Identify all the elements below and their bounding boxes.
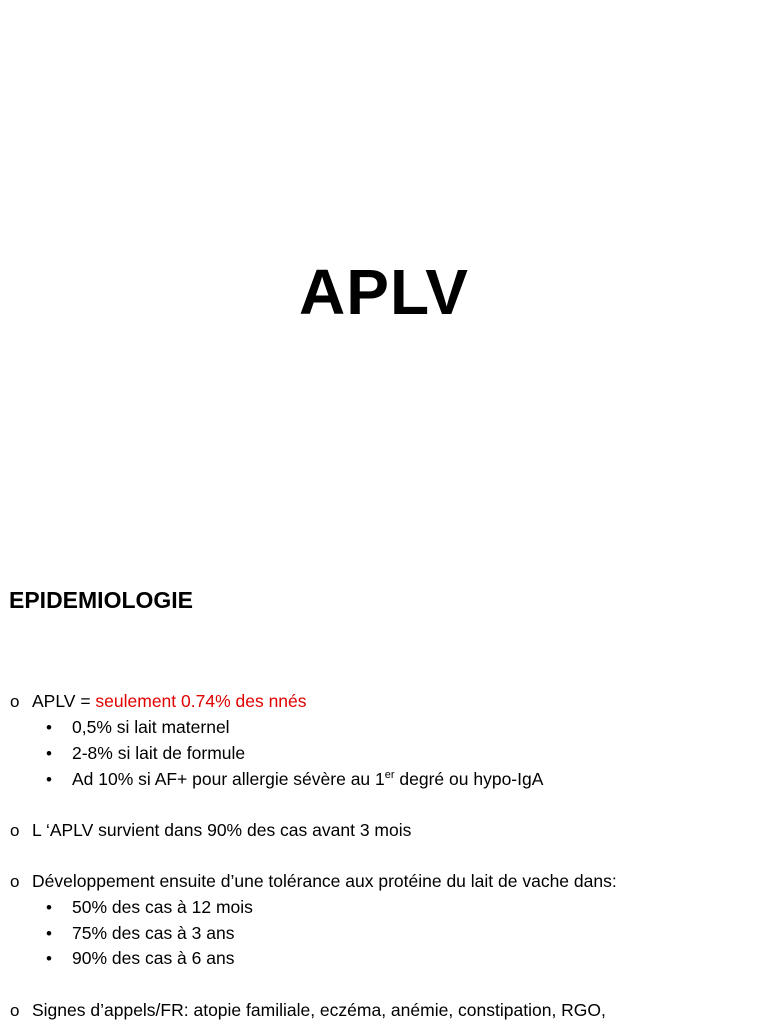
sub-item: [46, 946, 234, 971]
page-title: APLV: [299, 256, 469, 328]
sub-item-text: 75% des cas à 3 ans: [72, 923, 235, 943]
list-item-warning-signs: [10, 998, 606, 1023]
bullet-icon: •: [46, 949, 52, 968]
item-text: Signes d’appels/FR: atopie familiale, eczéma, anémie, constipation, RGO,: [32, 1000, 606, 1020]
bullet-icon: •: [46, 924, 52, 943]
sub-item-text: Ad 10% si AF+ pour allergie sévère au 1: [72, 769, 385, 789]
sub-item: [46, 741, 245, 766]
sub-item: [46, 921, 234, 946]
section-heading: EPIDEMIOLOGIE: [9, 587, 194, 613]
bullet-icon: •: [46, 770, 52, 789]
superscript: er: [384, 769, 395, 781]
circle-bullet-icon: o: [10, 692, 20, 711]
item-text: L ‘APLV survient dans 90% des cas avant 3 mois: [32, 820, 412, 840]
sub-item-text: 0,5% si lait maternel: [72, 717, 230, 737]
bullet-icon: •: [46, 718, 52, 737]
circle-bullet-icon: o: [10, 1001, 20, 1020]
sub-item-text: 90% des cas à 6 ans: [72, 948, 235, 968]
bullet-icon: •: [46, 898, 52, 917]
sub-item: [46, 895, 253, 920]
list-item-aplv-incidence: [10, 689, 307, 714]
circle-bullet-icon: o: [10, 821, 20, 840]
item-text: Développement ensuite d’une tolérance aux protéine du lait de vache dans:: [32, 871, 617, 891]
sub-item-text: 2-8% si lait de formule: [72, 743, 246, 763]
item-text: APLV =: [32, 691, 96, 711]
highlighted-text: seulement 0.74% des nnés: [95, 691, 307, 711]
circle-bullet-icon: o: [10, 872, 20, 891]
sub-item-text-end: degré ou hypo-IgA: [394, 769, 544, 789]
sub-item: [46, 715, 230, 740]
list-item-tolerance: [10, 869, 617, 894]
sub-item: [46, 767, 543, 792]
list-item-onset: [10, 818, 411, 843]
sub-item-text: 50% des cas à 12 mois: [72, 897, 253, 917]
bullet-icon: •: [46, 744, 52, 763]
